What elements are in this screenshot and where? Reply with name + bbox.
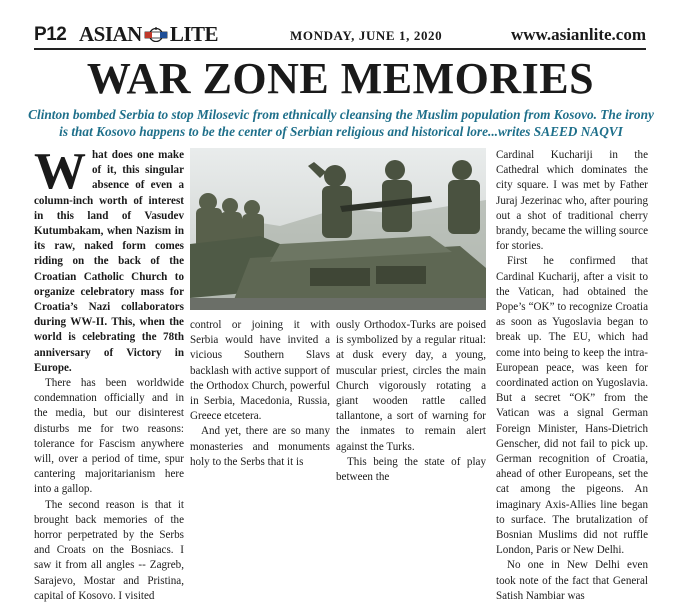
- column-3: [336, 318, 486, 485]
- headline: WAR ZONE MEMORIES: [86, 54, 595, 103]
- body-paragraph: No one in New Delhi even took note of the fact that General Satish Nambiar was: [496, 559, 648, 602]
- body-paragraph: ously Orthodox-Turks are poised is symbolized by a regular ritual: at dusk every day, a young, muscular priest, circles the main Church vigorously rotating a giant wooden rattle called tallantone, a sort of warning for the inmates to remain alert against the Turks.: [336, 319, 486, 453]
- body-paragraph: The second reason is that it brought back memories of the horror perpetrated by the Serbs and Croats on the Bosniacs. I saw it from all angles -- Zagreb, Sarajevo, Mostar and Pristina, capital of Kosovo. I visited: [34, 498, 184, 602]
- deck-subheading: Clinton bombed Serbia to stop Milosevic from ethnically cleansing the Muslim population from Kosovo. The irony is that Kosovo happens to be the center of Serbian religious and historical lore...writes SAEED NAQVI: [28, 107, 654, 139]
- dateline: MONDAY, JUNE 1, 2020: [290, 28, 443, 43]
- logo-text-right: LITE: [169, 22, 219, 46]
- drop-cap: W: [34, 143, 86, 200]
- body-paragraph: control or joining it with Serbia would have invited a vicious Southern Slavs backlash with active support of the Orthodox Church, powerful in Serbia, Macedonia, Russia, Greece etcetera.: [190, 319, 330, 423]
- body-paragraph: And yet, there are so many monasteries and monuments holy to the Serbs that it is: [190, 425, 330, 468]
- asian-lite-logo: [79, 22, 218, 47]
- soldiers-photo: [190, 148, 486, 310]
- body-paragraph: Cardinal Kuchariji in the Cathedral which dominates the city square. I was met by Father Juraj Jezerinac who, after pouring out a shot of traditional cherry brandy, became the willing source for stories.: [496, 149, 648, 253]
- body-paragraph: First he confirmed that Cardinal Kucharij, after a visit to the Vatican, had obtained the Pope’s “OK” to recognize Croatia as soon as Yugoslavia began to break up. The EU, which had come into being to keep the intra-European peace, was keen for coordinated action on Yugoslavia. But a secret “OK” from the Vatican was a signal German Foreign Minister, Hans-Dietrich Genscher, did not fail to pick up. German recognition of Croatia, ahead of other Europeans, set the cat among the pigeons. An imaginary Axis-Allies line began to surface. The brutalization of Bosnian Muslims did not ruffle London, Paris or New Delhi.: [496, 255, 648, 557]
- column-1: [34, 143, 184, 604]
- body-paragraph: This being the state of play between the: [336, 455, 486, 484]
- page-number: P12: [34, 24, 67, 45]
- masthead: [34, 22, 646, 50]
- column-2: [190, 318, 330, 470]
- body-paragraph: There has been worldwide condemnation officially and in the media, but our disinterest disturbs me for two reasons: tolerance for Fascism anywhere will, over a period of time, spur cantering majoritarianism here into a gallop.: [34, 377, 184, 496]
- lead-paragraph: What does one make of it, this singular absence of even a column-inch worth of interest in this land of Vasudev Kutumbakam, when Nazism in its raw, naked form comes riding on the back of the Croatian Catholic Church to organize celebratory mass for Croatia’s Nazi collaborators during WW-II. This, when the world is celebrating the 78th anniversary of Victory in Europe.: [34, 143, 184, 374]
- website-link[interactable]: www.asianlite.com: [510, 25, 646, 44]
- column-4: [496, 148, 648, 604]
- logo-text-left: ASIAN: [79, 22, 142, 46]
- logo-emblem-icon: [142, 26, 170, 42]
